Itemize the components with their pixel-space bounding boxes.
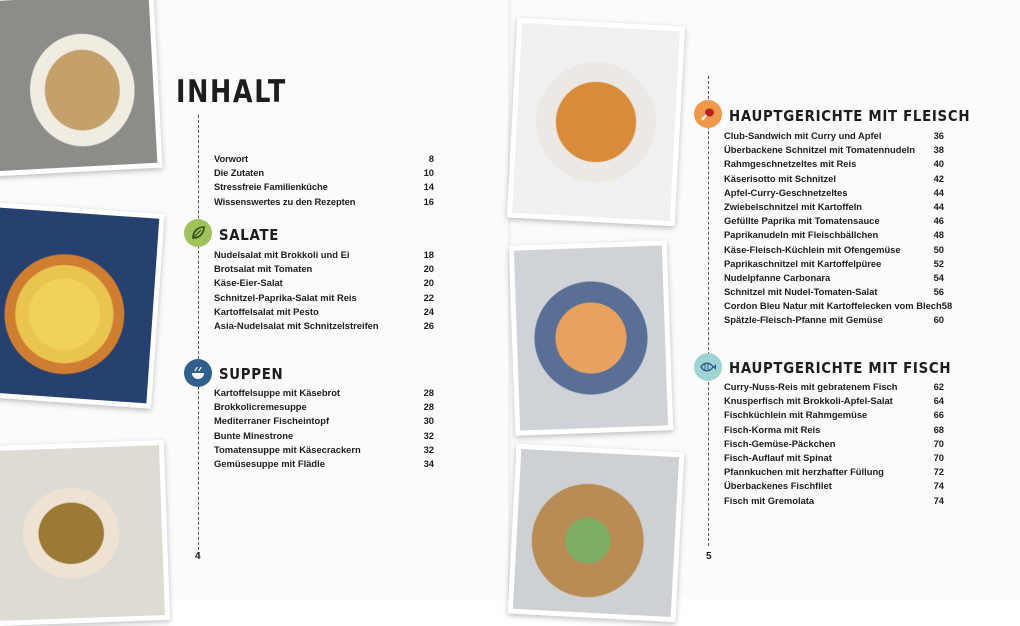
toc-row[interactable]: Spätzle-Fleisch-Pfanne mit Gemüse 60: [724, 314, 944, 326]
leaf-icon: [184, 219, 212, 247]
toc-row[interactable]: Brotsalat mit Tomaten 20: [214, 263, 434, 275]
dashed-divider: [198, 115, 199, 555]
toc-row[interactable]: Gemüsesuppe mit Flädle 34: [214, 457, 434, 469]
page-title: INHALT: [176, 74, 287, 110]
toc-row[interactable]: Käse-Eier-Salat 20: [214, 277, 434, 289]
toc-row[interactable]: Gefüllte Paprika mit Tomatensauce 46: [724, 215, 944, 227]
toc-row[interactable]: Rahmgeschnetzeltes mit Reis 40: [724, 158, 944, 170]
toc-row[interactable]: Fisch mit Gremolata 74: [724, 494, 944, 506]
toc-row[interactable]: Bunte Minestrone 32: [214, 429, 434, 441]
toc-row[interactable]: Kartoffelsalat mit Pesto 24: [214, 305, 434, 317]
toc-row[interactable]: Apfel-Curry-Geschnetzeltes 44: [724, 186, 944, 198]
photo-soup: [0, 440, 170, 626]
toc-row[interactable]: Wissenswertes zu den Rezepten 16: [214, 195, 434, 207]
soup-bowl-icon: [184, 359, 212, 387]
toc-row[interactable]: Pfannkuchen mit herzhafter Füllung 72: [724, 466, 944, 478]
toc-row[interactable]: Asia-Nudelsalat mit Schnitzelstreifen 26: [214, 319, 434, 331]
toc-suppen: [214, 386, 434, 471]
toc-row[interactable]: Fisch-Korma mit Reis 68: [724, 423, 944, 435]
toc-row[interactable]: Käse-Fleisch-Küchlein mit Ofengemüse 50: [724, 243, 944, 255]
toc-row[interactable]: Paprikaschnitzel mit Kartoffelpüree 52: [724, 257, 944, 269]
photo-fish-parcel: [508, 444, 685, 623]
toc-row[interactable]: Kartoffelsuppe mit Käsebrot 28: [214, 387, 434, 398]
toc-row[interactable]: Fischküchlein mit Rahmgemüse 66: [724, 409, 944, 421]
toc-row[interactable]: Stressfreie Familienküche 14: [214, 181, 434, 193]
toc-row[interactable]: Schnitzel mit Nudel-Tomaten-Salat 56: [724, 286, 944, 298]
section-title-suppen: SUPPEN: [219, 365, 284, 383]
section-title-fleisch: HAUPTGERICHTE MIT FLEISCH: [729, 107, 971, 125]
toc-row[interactable]: Knusperfisch mit Brokkoli-Apfel-Salat 64: [724, 395, 944, 407]
photo-potato-salad: [0, 202, 165, 408]
toc-intro: [214, 152, 434, 209]
toc-fleisch: [724, 129, 953, 328]
photo-noodle-salad: [0, 0, 163, 176]
toc-row[interactable]: Tomatensuppe mit Käsecrackern 32: [214, 443, 434, 455]
toc-row[interactable]: Zwiebelschnitzel mit Kartoffeln 44: [724, 200, 944, 212]
page-number-right: 5: [706, 551, 712, 562]
dashed-divider: [708, 76, 709, 546]
section-title-fisch: HAUPTGERICHTE MIT FISCH: [729, 359, 952, 377]
toc-row[interactable]: Club-Sandwich mit Curry und Apfel 36: [724, 130, 944, 141]
toc-row[interactable]: Die Zutaten 10: [214, 167, 434, 179]
toc-row[interactable]: Fisch-Auflauf mit Spinat 70: [724, 451, 944, 463]
toc-salate: [214, 248, 434, 333]
toc-row[interactable]: Curry-Nuss-Reis mit gebratenem Fisch 62: [724, 381, 944, 392]
toc-row[interactable]: Nudelsalat mit Brokkoli und Ei 18: [214, 249, 434, 260]
page-number-left: 4: [195, 551, 201, 562]
toc-fisch: [724, 380, 944, 508]
fish-icon: [694, 353, 722, 381]
toc-row[interactable]: Überbackenes Fischfilet 74: [724, 480, 944, 492]
photo-schnitzel-noodle-salad: [509, 240, 674, 435]
toc-row[interactable]: Schnitzel-Paprika-Salat mit Reis 22: [214, 291, 434, 303]
toc-row[interactable]: Paprikanudeln mit Fleischbällchen 48: [724, 229, 944, 241]
toc-row[interactable]: Überbackene Schnitzel mit Tomatennudeln 38: [724, 144, 944, 156]
toc-row[interactable]: Brokkolicremesuppe 28: [214, 401, 434, 413]
toc-row[interactable]: Nudelpfanne Carbonara 54: [724, 271, 944, 283]
photo-schnitzel-pasta: [507, 18, 685, 227]
toc-row[interactable]: Cordon Bleu Natur mit Kartoffelecken vom Blech 58: [724, 300, 953, 312]
section-title-salate: SALATE: [219, 226, 280, 244]
toc-row[interactable]: Käserisotto mit Schnitzel 42: [724, 172, 944, 184]
toc-row[interactable]: Vorwort 8: [214, 153, 434, 164]
toc-row[interactable]: Mediterraner Fischeintopf 30: [214, 415, 434, 427]
meat-drumstick-icon: [694, 100, 722, 128]
toc-row[interactable]: Fisch-Gemüse-Päckchen 70: [724, 437, 944, 449]
